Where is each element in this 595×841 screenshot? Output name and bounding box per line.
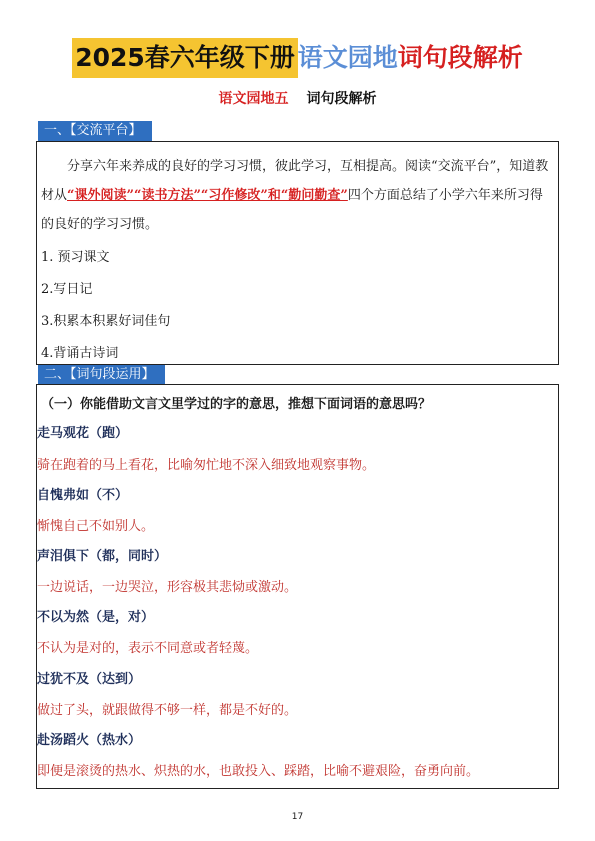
idiom-term: 走马观花（跑） bbox=[37, 426, 129, 441]
habit-item: 4.背诵古诗词 bbox=[41, 346, 119, 361]
title-grade: 2025春六年级下册 bbox=[72, 38, 298, 78]
idiom-explanation: 即便是滚烫的热水、炽热的水，也敢投入、踩踏，比喻不避艰险，奋勇向前。 bbox=[37, 764, 480, 779]
title-garden: 语文园地 bbox=[297, 43, 398, 72]
section1-box bbox=[36, 141, 559, 365]
paragraph-text-pre: 分享六年来养成的良好的学习习惯，彼此学习，互相提高。阅读“交流平台”，知道教材从 bbox=[41, 159, 549, 203]
habit-item: 2.写日记 bbox=[41, 282, 93, 297]
question-heading: （一）你能借助文言文里学过的字的意思，推想下面词语的意思吗？ bbox=[41, 397, 432, 412]
idiom-term: 自愧弗如（不） bbox=[37, 488, 129, 503]
section1-paragraph bbox=[41, 152, 553, 239]
habit-item: 3.积累本积累好词佳句 bbox=[41, 314, 171, 329]
document-title bbox=[0, 38, 595, 80]
subtitle-topic: 词句段解析 bbox=[306, 91, 377, 107]
idiom-explanation: 惭愧自己不如别人。 bbox=[37, 519, 155, 534]
idiom-term: 过犹不及（达到） bbox=[37, 672, 142, 687]
paragraph-text-post: 四个方面总结了小学六年来所习得的良好的学习习惯。 bbox=[41, 188, 543, 232]
section2-box bbox=[36, 384, 559, 789]
page-number: 17 bbox=[291, 812, 304, 822]
idiom-explanation: 做过了头，就跟做得不够一样，都是不好的。 bbox=[37, 703, 298, 718]
paragraph-highlight: “课外阅读”“读书方法”“习作修改”和“勤问勤查” bbox=[67, 188, 348, 203]
idiom-term: 声泪俱下（都，同时） bbox=[37, 549, 168, 564]
habit-item: 1. 预习课文 bbox=[41, 250, 110, 265]
section1-label: 一、【交流平台】 bbox=[38, 121, 152, 141]
document-subtitle bbox=[0, 88, 595, 108]
subtitle-unit: 语文园地五 bbox=[218, 91, 289, 107]
idiom-explanation: 骑在跑着的马上看花，比喻匆忙地不深入细致地观察事物。 bbox=[37, 458, 376, 473]
idiom-term: 赴汤蹈火（热水） bbox=[37, 733, 142, 748]
idiom-explanation: 不认为是对的，表示不同意或者轻蔑。 bbox=[37, 641, 259, 656]
section2-label: 二、【词句段运用】 bbox=[38, 365, 165, 385]
idiom-explanation: 一边说话，一边哭泣，形容极其悲恸或激动。 bbox=[37, 580, 298, 595]
title-analysis: 词句段解析 bbox=[397, 43, 523, 72]
idiom-term: 不以为然（是，对） bbox=[37, 610, 155, 625]
